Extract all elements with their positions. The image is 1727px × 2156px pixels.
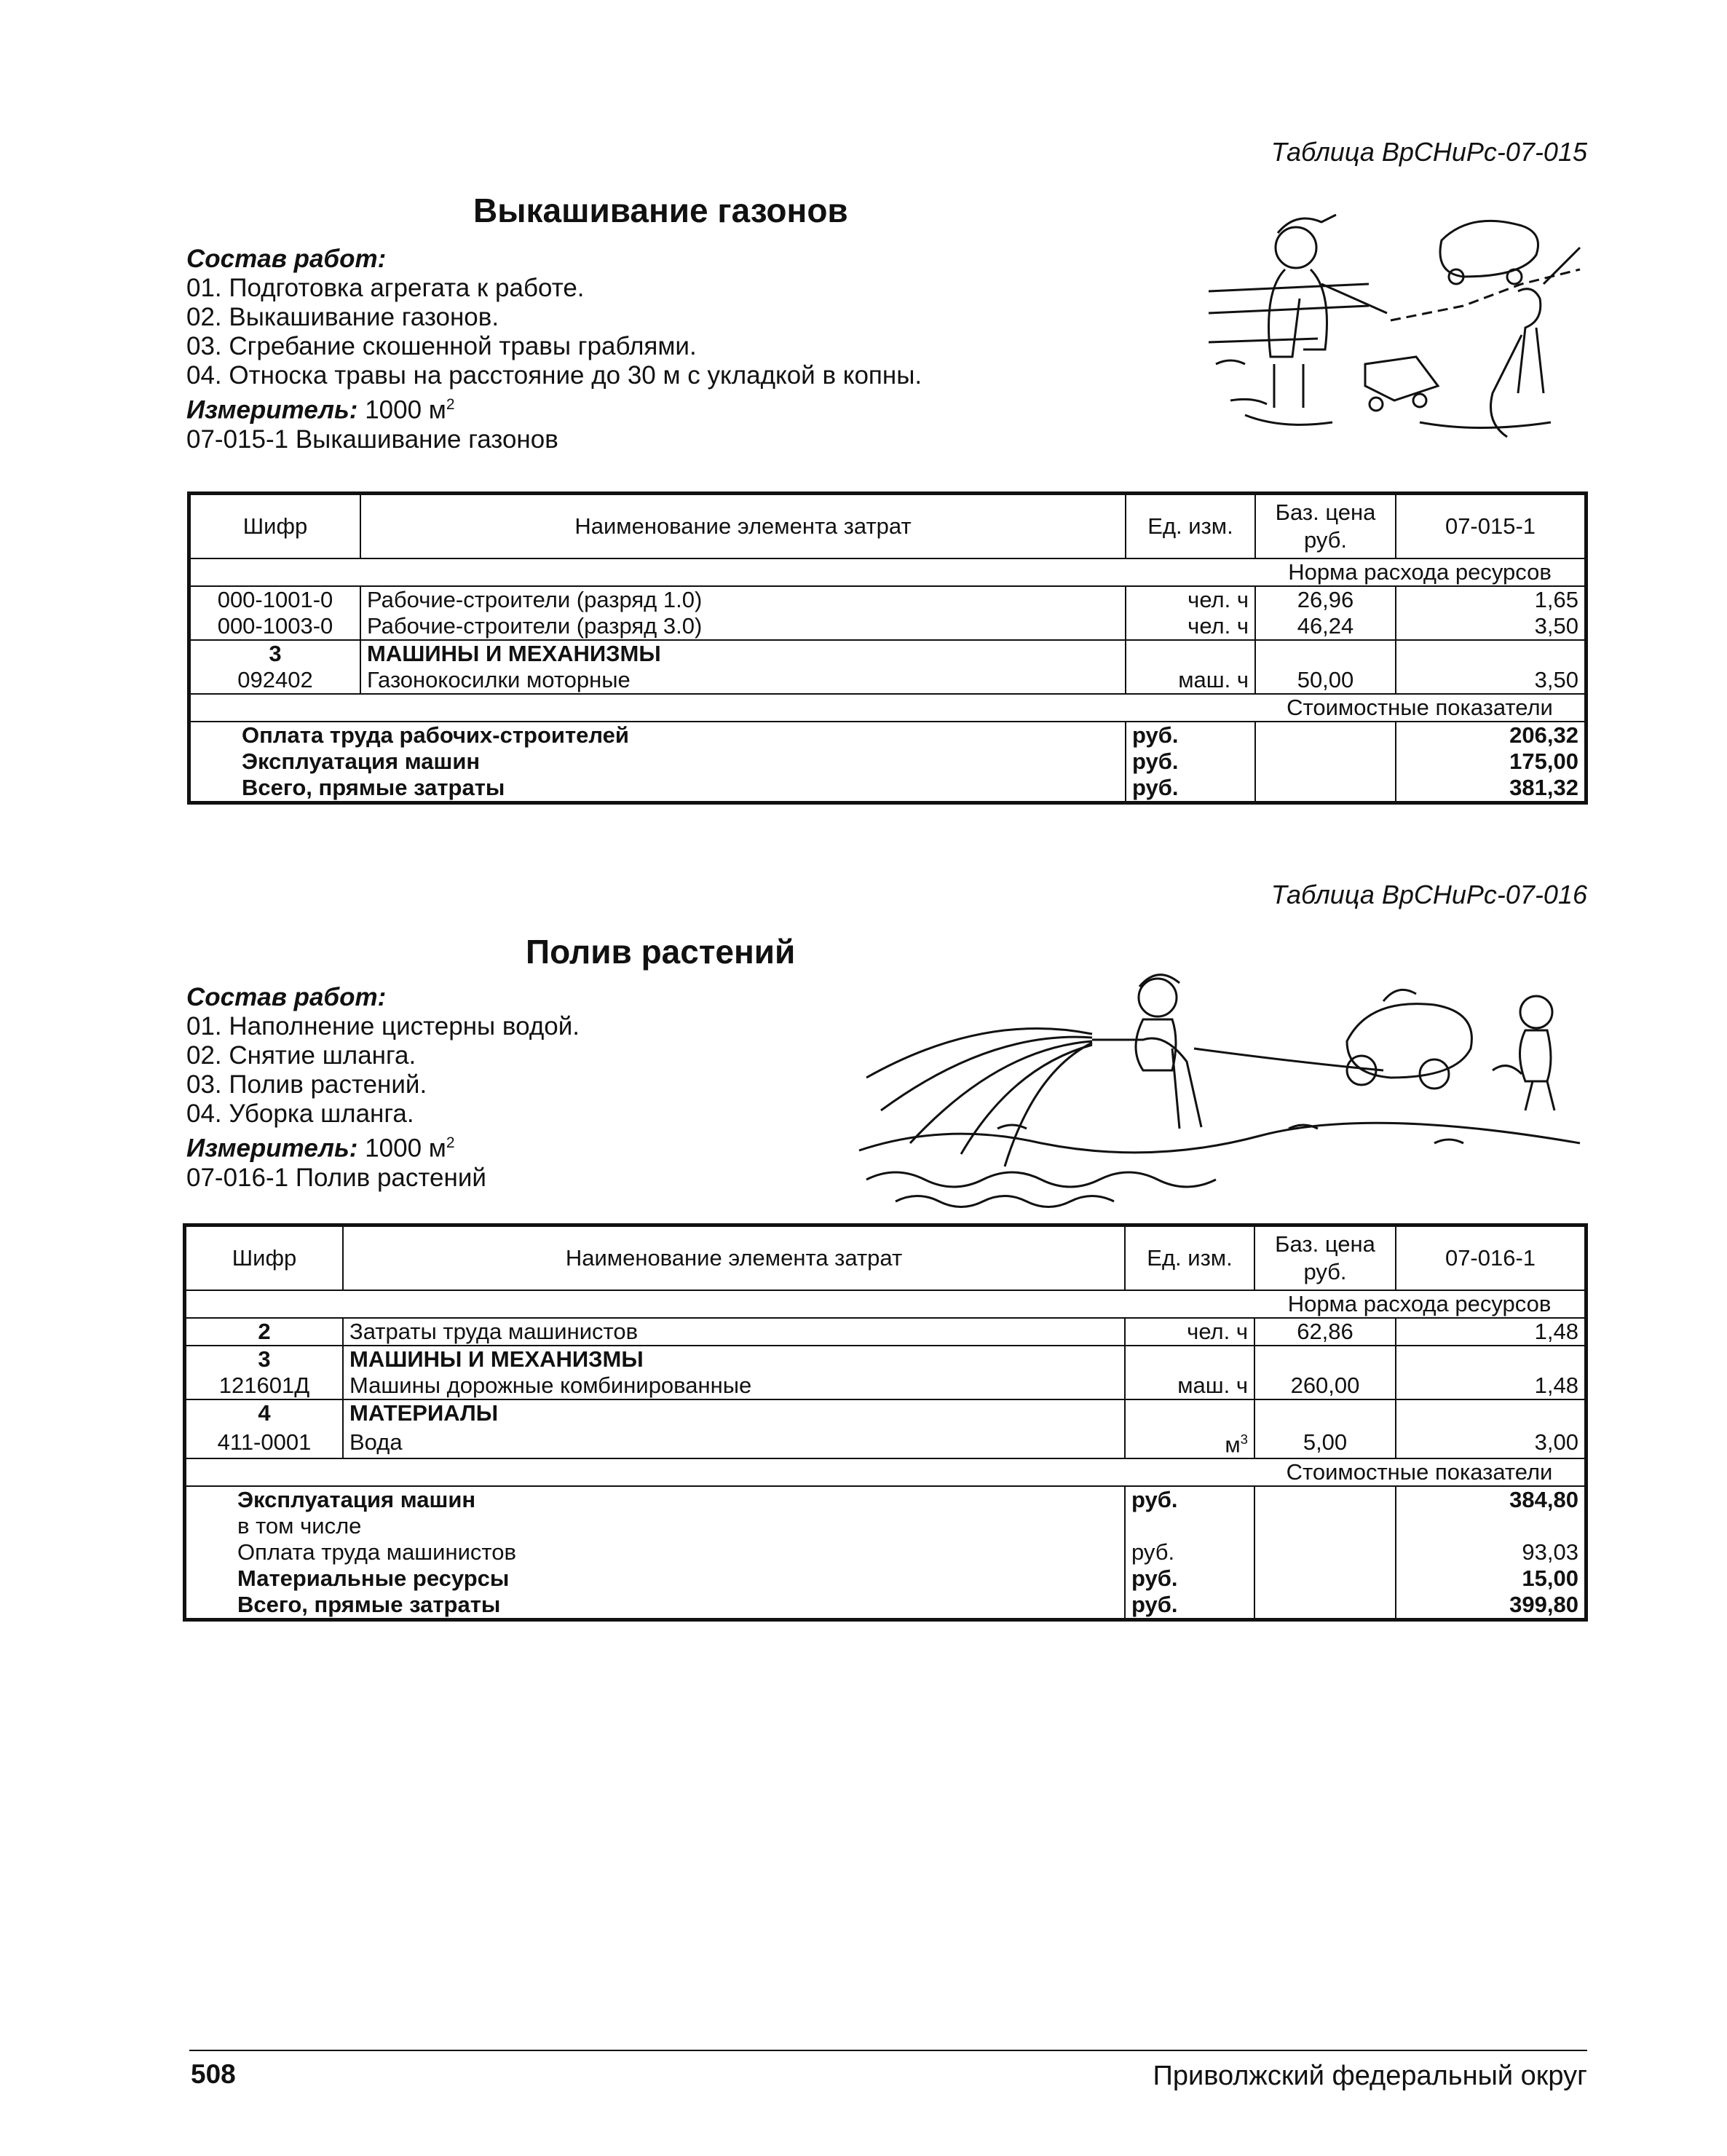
total-value: 384,80 (1396, 1486, 1585, 1513)
cell-unit: маш. ч (1126, 667, 1255, 694)
table-row (186, 1426, 1585, 1458)
cell-code: 411-0001 (186, 1426, 343, 1458)
col-header-unit: Ед. изм. (1126, 494, 1255, 558)
total-label: Материальные ресурсы (186, 1565, 1125, 1592)
unit-sup: 3 (1240, 1432, 1248, 1447)
table-row-group-header (186, 1346, 1585, 1373)
cell-name: МАШИНЫ И МЕХАНИЗМЫ (343, 1346, 1125, 1373)
unit-text: м (1225, 1432, 1241, 1458)
cell-value: 1,48 (1396, 1373, 1585, 1399)
section-title-1: Выкашивание газонов (473, 191, 848, 229)
cell-unit: чел. ч (1126, 586, 1255, 613)
cell-name: Затраты труда машинистов (343, 1318, 1125, 1346)
cell-code: 000-1003-0 (190, 613, 360, 640)
table-subtitle: 07-016-1 Полив растений (186, 1163, 486, 1192)
total-label: Всего, прямые затраты (190, 775, 1126, 802)
table-ref-1: Таблица ВрСНиРс-07-015 (1270, 137, 1587, 167)
cell-price: 50,00 (1255, 667, 1396, 694)
cell-code: 092402 (190, 667, 360, 694)
col-header-norm: 07-015-1 (1396, 494, 1585, 558)
price-label-1: Баз. цена (1275, 499, 1376, 525)
cell-unit: маш. ч (1125, 1373, 1254, 1399)
table-row (190, 613, 1585, 640)
total-unit: руб. (1126, 722, 1255, 749)
cell-value: 3,00 (1396, 1426, 1585, 1458)
table-subtitle: 07-015-1 Выкашивание газонов (186, 425, 558, 454)
total-row (190, 749, 1585, 775)
cell-value: 1,48 (1396, 1318, 1585, 1346)
works-list-2 (186, 983, 580, 1193)
total-row (190, 722, 1585, 749)
cell-code: 4 (186, 1399, 343, 1426)
works-list-1 (186, 245, 922, 454)
cell-code: 3 (190, 640, 360, 667)
cell-value: 3,50 (1396, 613, 1585, 640)
cell-price: 5,00 (1254, 1426, 1396, 1458)
table-row (190, 586, 1585, 613)
measure-value: 1000 м (365, 1134, 446, 1163)
cell-code: 121601Д (186, 1373, 343, 1399)
price-label-2: руб. (1303, 1259, 1347, 1284)
col-header-norm: 07-016-1 (1396, 1226, 1585, 1290)
table-row (186, 1373, 1585, 1399)
section-norm-label: Норма расхода ресурсов (1254, 1290, 1585, 1318)
col-header-price (1254, 1226, 1396, 1290)
work-item: 04. Относка травы на расстояние до 30 м с укладкой в копны. (186, 361, 922, 390)
cell-name: МАШИНЫ И МЕХАНИЗМЫ (360, 640, 1126, 667)
section-cost-label: Стоимостные показатели (1255, 694, 1585, 722)
work-item: 03. Полив растений. (186, 1070, 427, 1099)
cell-name: Машины дорожные комбинированные (343, 1373, 1125, 1399)
price-label-1: Баз. цена (1275, 1231, 1375, 1257)
cell-name: Газонокосилки моторные (360, 667, 1126, 694)
total-row (186, 1486, 1585, 1513)
work-item: 03. Сгребание скошенной травы граблями. (186, 332, 697, 360)
table-row (186, 1318, 1585, 1346)
section-norm-label: Норма расхода ресурсов (1255, 558, 1585, 586)
total-value: 399,80 (1396, 1592, 1585, 1619)
total-unit: руб. (1125, 1565, 1254, 1592)
cell-price: 46,24 (1255, 613, 1396, 640)
cell-code: 2 (186, 1318, 343, 1346)
total-label: Оплата труда машинистов (186, 1539, 1125, 1565)
col-header-code: Шифр (190, 494, 360, 558)
measure-line (186, 1129, 580, 1164)
col-header-name: Наименование элемента затрат (360, 494, 1126, 558)
measure-sup: 2 (446, 396, 455, 413)
watering-illustration (852, 961, 1587, 1223)
cell-unit (1125, 1426, 1254, 1458)
section-spacer (190, 558, 1255, 586)
cell-name: Рабочие-строители (разряд 1.0) (360, 586, 1126, 613)
total-unit: руб. (1126, 775, 1255, 802)
col-header-code: Шифр (186, 1226, 343, 1290)
total-value: 175,00 (1396, 749, 1585, 775)
measure-line (186, 390, 922, 425)
table-ref-2: Таблица ВрСНиРс-07-016 (1270, 880, 1587, 909)
work-item: 04. Уборка шланга. (186, 1099, 414, 1128)
table-row (190, 667, 1585, 694)
total-unit: руб. (1125, 1539, 1254, 1565)
total-row (186, 1592, 1585, 1619)
work-item: 01. Наполнение цистерны водой. (186, 1012, 580, 1041)
cell-code: 3 (186, 1346, 343, 1373)
cell-price: 260,00 (1254, 1373, 1396, 1399)
section-cost-label: Стоимостные показатели (1254, 1458, 1585, 1486)
cost-table-1 (189, 494, 1586, 802)
total-row (186, 1513, 1585, 1539)
works-label: Состав работ: (186, 983, 387, 1011)
cell-unit: чел. ч (1125, 1318, 1254, 1346)
cell-code: 000-1001-0 (190, 586, 360, 613)
total-row (190, 775, 1585, 802)
cell-price: 62,86 (1254, 1318, 1396, 1346)
work-item: 01. Подготовка агрегата к работе. (186, 274, 585, 302)
cost-table-2 (185, 1225, 1586, 1619)
work-item: 02. Выкашивание газонов. (186, 303, 499, 331)
total-unit: руб. (1125, 1592, 1254, 1619)
total-value: 15,00 (1396, 1565, 1585, 1592)
col-header-price (1255, 494, 1396, 558)
section-title-2: Полив растений (526, 933, 796, 971)
total-unit: руб. (1125, 1486, 1254, 1513)
total-label: Оплата труда рабочих-строителей (190, 722, 1126, 749)
total-unit: руб. (1126, 749, 1255, 775)
cell-value: 3,50 (1396, 667, 1585, 694)
table-row-group-header (190, 640, 1585, 667)
table-row-group-header (186, 1399, 1585, 1426)
measure-value: 1000 м (365, 395, 446, 425)
section-spacer (186, 1458, 1254, 1486)
cell-unit: чел. ч (1126, 613, 1255, 640)
total-row (186, 1539, 1585, 1565)
col-header-name: Наименование элемента затрат (343, 1226, 1125, 1290)
col-header-unit: Ед. изм. (1125, 1226, 1254, 1290)
total-label: в том числе (186, 1513, 1125, 1539)
footer-divider (189, 2050, 1587, 2051)
total-label: Всего, прямые затраты (186, 1592, 1125, 1619)
section-spacer (190, 694, 1255, 722)
section-spacer (186, 1290, 1254, 1318)
total-value: 206,32 (1396, 722, 1585, 749)
total-label: Эксплуатация машин (190, 749, 1126, 775)
work-item: 02. Снятие шланга. (186, 1041, 416, 1070)
lawn-mowing-illustration (1201, 197, 1587, 444)
price-label-2: руб. (1303, 527, 1348, 553)
total-value: 381,32 (1396, 775, 1585, 802)
measure-sup: 2 (446, 1134, 455, 1151)
cell-value: 1,65 (1396, 586, 1585, 613)
cell-name: Рабочие-строители (разряд 3.0) (360, 613, 1126, 640)
measure-label: Измеритель: (186, 1134, 358, 1163)
cell-name: МАТЕРИАЛЫ (343, 1399, 1125, 1426)
total-row (186, 1565, 1585, 1592)
total-value: 93,03 (1396, 1539, 1585, 1565)
footer-district: Приволжский федеральный округ (1153, 2061, 1587, 2091)
page-number: 508 (191, 2059, 236, 2089)
cell-name: Вода (343, 1426, 1125, 1458)
measure-label: Измеритель: (186, 395, 358, 425)
cell-price: 26,96 (1255, 586, 1396, 613)
works-label: Состав работ: (186, 245, 387, 273)
total-label: Эксплуатация машин (186, 1486, 1125, 1513)
